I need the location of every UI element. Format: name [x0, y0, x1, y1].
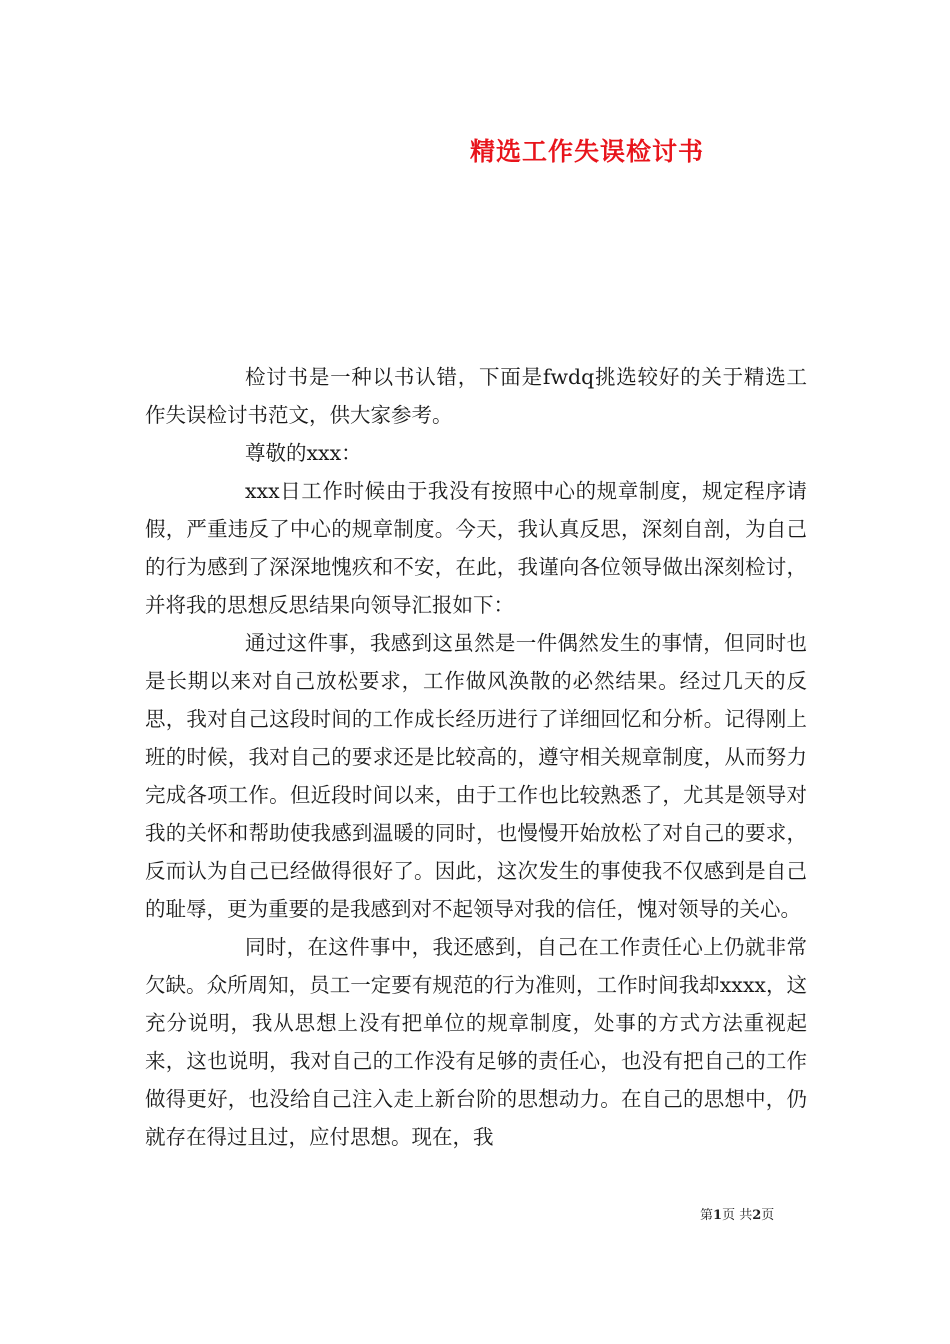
footer-middle: 页 共: [722, 1208, 753, 1223]
paragraph-responsibility: 同时，在这件事中，我还感到，自己在工作责任心上仍就非常欠缺。众所周知，员工一定要有规范的行为准则，工作时间我却xxxx，这充分说明，我从思想上没有把单位的规章制度，处事的方式方法重视起来，这也说明，我对自己的工作没有足够的责任心，也没有把自己的工作做得更好，也没给自己注入走上新台阶的思想动力。在自己的思想中，仍就存在得过且过，应付思想。现在，我: [145, 935, 807, 1149]
footer-suffix: 页: [761, 1208, 775, 1223]
footer-prefix: 第: [700, 1208, 714, 1223]
document-title: 精选工作失误检讨书: [470, 137, 705, 166]
footer-total-pages: 2: [752, 1208, 762, 1223]
document-body: [145, 358, 807, 1156]
paragraph-intro: 检讨书是一种以书认错，下面是fwdq挑选较好的关于精选工作失误检讨书范文，供大家参考。: [145, 365, 807, 427]
paragraph-reflection: 通过这件事，我感到这虽然是一件偶然发生的事情，但同时也是长期以来对自己放松要求，工作做风涣散的必然结果。经过几天的反思，我对自己这段时间的工作成长经历进行了详细回忆和分析。记得刚上班的时候，我对自己的要求还是比较高的，遵守相关规章制度，从而努力完成各项工作。但近段时间以来，由于工作也比较熟悉了，尤其是领导对我的关怀和帮助使我感到温暖的同时，也慢慢开始放松了对自己的要求，反而认为自己已经做得很好了。因此，这次发生的事使我不仅感到是自己的耻辱，更为重要的是我感到对不起领导对我的信任，愧对领导的关心。: [145, 631, 807, 921]
page-number-footer: [700, 1204, 774, 1223]
paragraph-incident: xxx日工作时候由于我没有按照中心的规章制度，规定程序请假，严重违反了中心的规章制度。今天，我认真反思，深刻自剖，为自己的行为感到了深深地愧疚和不安，在此，我谨向各位领导做出深刻检讨，并将我的思想反思结果向领导汇报如下：: [145, 479, 807, 617]
paragraph-salutation: 尊敬的xxx：: [245, 441, 362, 465]
footer-current-page: 1: [713, 1208, 723, 1223]
